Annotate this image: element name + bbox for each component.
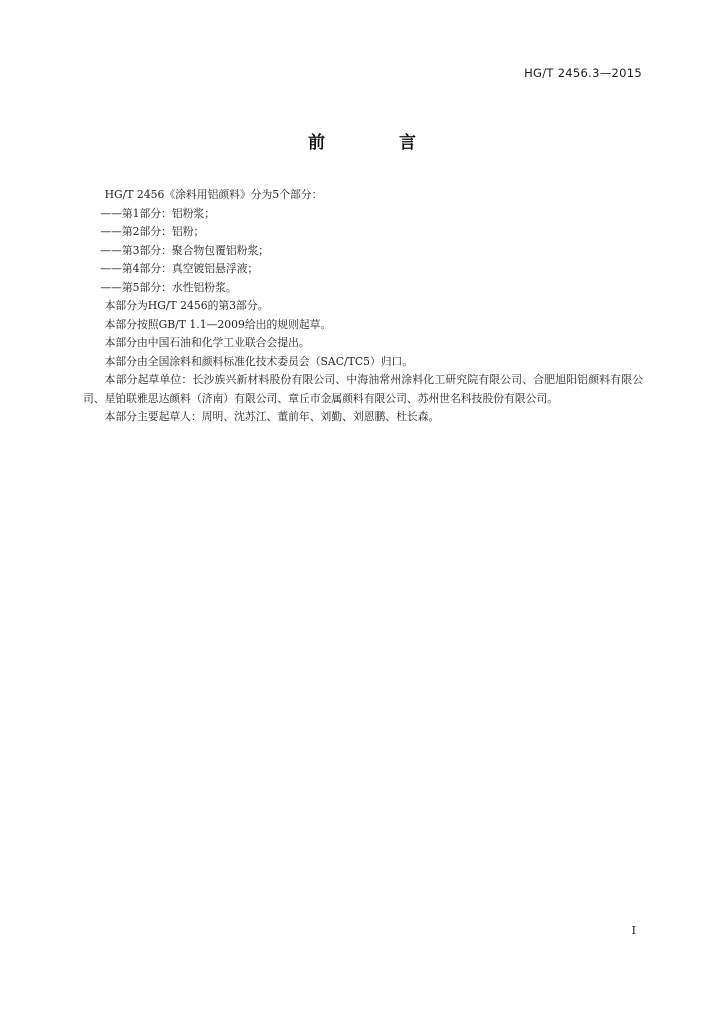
paragraph-parts-intro: HG/T 2456《涂料用铝颜料》分为5个部分： <box>104 188 323 201</box>
list-item-part-3: ——第3部分：聚合物包覆铝粉浆； <box>100 243 270 257</box>
page-title: 前 言 <box>308 133 450 153</box>
paragraph-proposer: 本部分由中国石油和化学工业联合会提出。 <box>104 336 310 349</box>
paragraph-drafting-units: 本部分起草单位：长沙族兴新材料股份有限公司、中海油常州涂料化工研究院有限公司、合肥旭阳铝颜料有限公司、星铂联雅思达颜料（济南）有限公司、章丘市金属颜料有限公司、苏州世名科技股份有限公司。 <box>83 373 643 405</box>
paragraph-drafters: 本部分主要起草人：周明、沈苏江、董前年、刘勤、刘恩鹏、杜长森。 <box>104 410 440 423</box>
standard-code: HG/T 2456.3—2015 <box>524 66 642 80</box>
paragraph-this-part: 本部分为HG/T 2456的第3部分。 <box>104 299 269 312</box>
paragraph-committee: 本部分由全国涂料和颜料标准化技术委员会（SAC/TC5）归口。 <box>104 354 414 368</box>
list-item-part-5: ——第5部分：水性铝粉浆。 <box>100 280 237 294</box>
paragraph-drafting-rules: 本部分按照GB/T 1.1—2009给出的规则起草。 <box>104 317 332 331</box>
list-item-part-4: ——第4部分：真空镀铝悬浮液； <box>100 262 259 275</box>
list-item-part-1: ——第1部分：铝粉浆； <box>100 206 216 220</box>
list-item-part-2: ——第2部分：铝粉； <box>100 225 205 238</box>
foreword-body <box>83 186 643 427</box>
page-number: I <box>631 924 636 937</box>
